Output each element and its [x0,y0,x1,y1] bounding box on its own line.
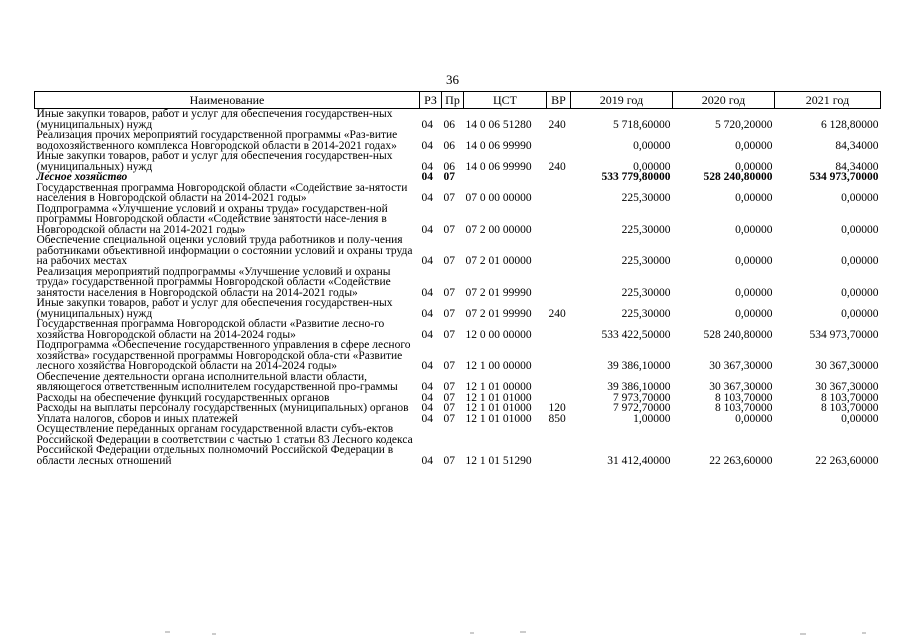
header-pr: Пр [442,92,464,109]
cell-name: Иные закупки товаров, работ и услуг для обеспечения государствен-ных (муниципальных) нужд [36,297,393,320]
cell-pr: 07 [443,255,455,267]
cell-pr: 07 [443,381,455,393]
cell-rz: 04 [421,255,433,267]
cell-cst: 07 2 01 99990 [465,286,532,299]
cell-2019: 39 386,10000 [607,360,671,372]
cell-2020: 8 103,70000 [715,391,773,404]
cell-2019: 225,30000 [621,286,671,299]
table-row [35,403,881,414]
cell-cst: 12 1 01 01000 [465,402,532,414]
cell-name: Государственная программа Новгородской области «Содействие за-нятости населения в Новгородской области на 2014-2021 годы» [36,181,408,204]
cell-cst: 14 0 06 99990 [465,139,532,152]
header-cst: ЦСТ [464,92,547,109]
cell-2020: 0,00000 [735,160,773,173]
cell-2019: 225,30000 [621,255,671,267]
cell-cst: 12 0 00 00000 [465,328,532,341]
cell-pr: 07 [443,402,455,414]
cell-2021: 0,00000 [841,192,879,204]
cell-2021: 0,00000 [841,286,879,299]
cell-rz: 04 [421,171,433,183]
cell-name: Обеспечение деятельности органа исполнительной власти области, являющегося ответственным исполнителем государственной про-граммы [36,370,398,393]
cell-2020: 528 240,80000 [703,328,773,341]
cell-2019: 533 422,50000 [601,328,671,341]
table-row [35,235,881,267]
cell-rz: 04 [421,381,433,393]
cell-2019: 7 973,70000 [613,391,671,404]
cell-rz: 04 [421,412,433,425]
cell-pr: 06 [443,118,455,131]
cell-vr: 240 [548,118,566,131]
cell-vr [547,235,571,267]
cell-vr [547,319,571,340]
cell-pr: 07 [443,360,455,372]
header-2021: 2021 год [775,92,881,109]
table-row [35,372,881,393]
cell-2020: 0,00000 [735,192,773,204]
cell-2019: 533 779,80000 [601,171,671,183]
cell-name: Подпрограмма «Обеспечение государственного управления в сфере лесного хозяйства» государственной программы Новгородской обла-сти «Развитие лесного хозяйства Новгородской области на 2014-2024 годы» [36,339,411,372]
table-row [35,204,881,236]
cell-2020: 8 103,70000 [715,402,773,414]
cell-2019: 5 718,60000 [613,118,671,131]
cell-rz: 04 [421,160,433,173]
cell-vr: 240 [548,307,566,320]
header-rz: РЗ [420,92,442,109]
cell-2019: 225,30000 [621,307,671,320]
cell-2021: 0,00000 [841,255,879,267]
header-2019: 2019 год [571,92,673,109]
cell-pr: 07 [443,192,455,204]
cell-rz: 04 [421,223,433,236]
cell-vr [547,267,571,299]
cell-rz: 04 [421,328,433,341]
cell-name: Иные закупки товаров, работ и услуг для обеспечения государствен-ных (муниципальных) нужд [36,108,393,131]
cell-rz: 04 [421,402,433,414]
cell-vr [547,204,571,236]
cell-2019: 0,00000 [633,160,671,173]
table-header-row [35,92,881,109]
cell-cst: 12 1 01 01000 [465,412,532,425]
cell-2021: 30 367,30000 [815,360,879,372]
cell-2019: 39 386,10000 [607,381,671,393]
cell-rz: 04 [421,192,433,204]
cell-pr: 07 [443,171,455,183]
cell-cst: 14 0 06 99990 [465,160,532,173]
table-row [35,298,881,319]
cell-name: Государственная программа Новгородской области «Развитие лесно-го хозяйства Новгородской области на 2014-2024 годы» [36,318,385,341]
cell-2019: 225,30000 [621,223,671,236]
cell-pr: 07 [443,412,455,425]
table-row [35,183,881,204]
cell-cst: 12 1 01 51290 [465,454,532,467]
cell-vr [547,424,571,466]
scan-edge-marks [0,628,905,640]
cell-rz: 04 [421,118,433,131]
cell-rz: 04 [421,360,433,372]
cell-2021: 8 103,70000 [821,391,879,404]
cell-rz: 04 [421,454,433,467]
cell-vr: 240 [548,160,566,173]
header-2020: 2020 год [673,92,775,109]
cell-name: Обеспечение специальной оценки условий труда работников и полу-чения работниками объективной информации о состоянии условий и охраны труда на рабочих местах [36,234,413,267]
header-vr: ВР [547,92,571,109]
table-row [35,319,881,340]
table-row [35,172,881,183]
cell-cst: 07 2 01 00000 [465,255,532,267]
cell-name: Реализация мероприятий подпрограммы «Улучшение условий и охраны труда» государственной программы Новгородской области «Содействие занятости населения в Новгородской области на 2014-2021 годы» [36,265,391,299]
table-row [35,109,881,131]
cell-name: Подпрограмма «Улучшение условий и охраны труда» государствен-ной программы Новгородской области «Содействие занятости насе-ления в Новгородской области на 2014-2021 годы» [36,202,388,236]
cell-cst: 12 1 00 00000 [465,360,532,372]
cell-vr [547,372,571,393]
cell-2021: 0,00000 [841,307,879,320]
cell-rz: 04 [421,307,433,320]
cell-2020: 0,00000 [735,255,773,267]
cell-name: Реализация прочих мероприятий государственной программы «Раз-витие водохозяйственного комплекса Новгородской области в 2014-2021 годах» [36,129,398,152]
cell-2021: 30 367,30000 [815,381,879,393]
cell-name: Расходы на выплаты персоналу государственных (муниципальных) органов [36,402,409,414]
table-row [35,267,881,299]
cell-pr: 07 [443,328,455,341]
cell-cst: 07 0 00 00000 [465,192,532,204]
cell-2020: 0,00000 [735,307,773,320]
cell-name: Осуществление переданных органам государственной власти субъ-ектов Российской Федерации в соответствии с частью 1 статьи 83 Лесного кодекса Российской Федерации отдельных полномочий Российской Федерации в области лесных отношений [36,423,413,467]
cell-2020: 0,00000 [735,139,773,152]
cell-pr: 07 [443,454,455,467]
cell-2021: 0,00000 [841,223,879,236]
cell-vr: 120 [548,402,566,414]
cell-cst: 07 2 01 99990 [465,307,532,320]
cell-2021: 8 103,70000 [821,402,879,414]
cell-2020: 30 367,30000 [709,381,773,393]
cell-cst: 12 1 01 01000 [465,391,532,404]
table-row [35,340,881,372]
cell-vr [547,183,571,204]
page-number: 36 [446,72,459,87]
budget-table [34,91,881,466]
cell-2021: 534 973,70000 [809,171,879,183]
cell-vr [547,130,571,151]
cell-name: Лесное хозяйство [36,171,128,183]
cell-2019: 0,00000 [633,139,671,152]
cell-cst [464,172,547,183]
cell-vr [547,340,571,372]
table-row [35,130,881,151]
cell-2021: 534 973,70000 [809,328,879,341]
cell-2020: 0,00000 [735,223,773,236]
cell-vr [547,172,571,183]
cell-vr: 850 [548,412,566,425]
cell-2020: 5 720,20000 [715,118,773,131]
cell-rz: 04 [421,286,433,299]
cell-rz: 04 [421,139,433,152]
cell-2020: 30 367,30000 [709,360,773,372]
cell-2021: 84,34000 [835,139,879,152]
cell-2020: 528 240,80000 [703,171,773,183]
cell-name: Расходы на обеспечение функций государственных органов [36,391,330,404]
cell-2020: 0,00000 [735,412,773,425]
cell-cst: 14 0 06 51280 [465,118,532,131]
cell-pr: 07 [443,307,455,320]
cell-pr: 07 [443,391,455,404]
cell-pr: 07 [443,286,455,299]
cell-2020: 22 263,60000 [709,454,773,467]
cell-2021: 22 263,60000 [815,454,879,467]
cell-2019: 7 972,70000 [613,402,671,414]
table-body [35,109,881,467]
cell-rz: 04 [421,391,433,404]
cell-2019: 1,00000 [633,412,671,425]
cell-pr: 06 [443,160,455,173]
cell-name: Уплата налогов, сборов и иных платежей [36,412,238,425]
cell-pr: 07 [443,223,455,236]
cell-2019: 31 412,40000 [607,454,671,467]
header-name: Наименование [35,92,420,109]
cell-cst: 12 1 01 00000 [465,381,532,393]
cell-2021: 84,34000 [835,160,879,173]
cell-name: Иные закупки товаров, работ и услуг для обеспечения государствен-ных (муниципальных) нужд [36,150,393,173]
table-row [35,424,881,466]
cell-cst: 07 2 00 00000 [465,223,532,236]
cell-2021: 0,00000 [841,412,879,425]
cell-pr: 06 [443,139,455,152]
table-row [35,151,881,172]
cell-2021: 6 128,80000 [821,118,879,131]
cell-2019: 225,30000 [621,192,671,204]
cell-2020: 0,00000 [735,286,773,299]
